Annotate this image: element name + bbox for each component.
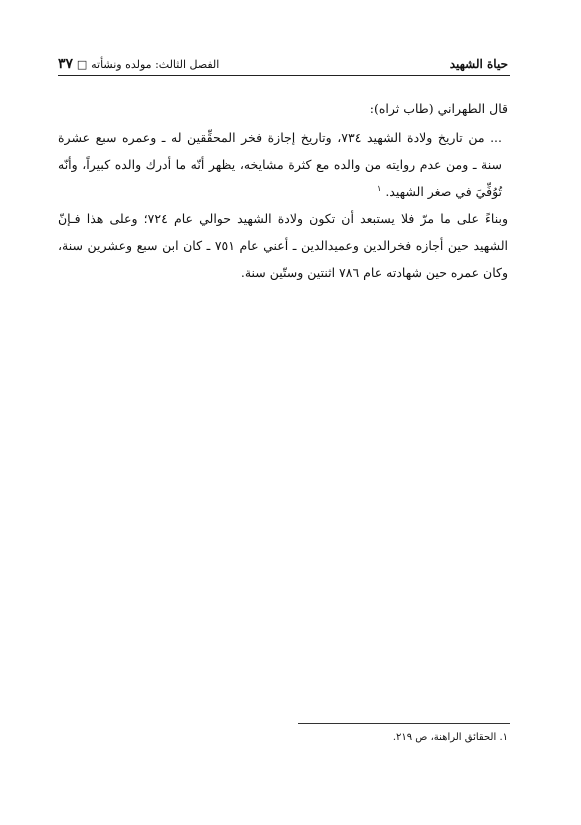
page-number: ٣٧ [58,56,74,72]
chapter-title: الفصل الثالث: مولده ونشأته [91,58,220,71]
body-paragraph: وبناءً على ما مرّ فلا يستبعد أن تكون ولادة الشهيد حوالي عام ٧٢٤؛ وعلى هذا فـإنّ الشهيد حين أجازه فخرالدين وعميدالدين ـ أعني عام ٧٥١ ـ كان ابن سبع وعشرين سنة، وكان عمره حين شهادته عام ٧٨٦ اثنتين وستّين سنة. [58,211,509,280]
footnote: ١. الحقائق الراهنة، ص ٢١٩. [392,732,508,743]
header-separator: □ [76,58,88,71]
running-header [58,56,508,72]
main-text [58,95,508,286]
book-title: حياة الشهيد [449,57,508,71]
quote-intro: قال الطهراني (طاب ثراه): [369,101,508,116]
footnote-marker: ١ [377,183,382,193]
header-rule [58,75,510,76]
quoted-passage [58,124,508,205]
quoted-text: ... من تاريخ ولادة الشهيد ٧٣٤، وتاريخ إجازة فخر المحقِّقين له ـ وعمره سبع عشرة سنة ـ ومن عدم روايته من والده مع كثرة مشايخه، يظهر أنّه ما أدرك والده كبيراً، وأنّه تُوُفِّيَ في صغر الشهيد. [58,130,502,199]
footnote-rule [298,723,510,724]
chapter-info [58,56,219,72]
